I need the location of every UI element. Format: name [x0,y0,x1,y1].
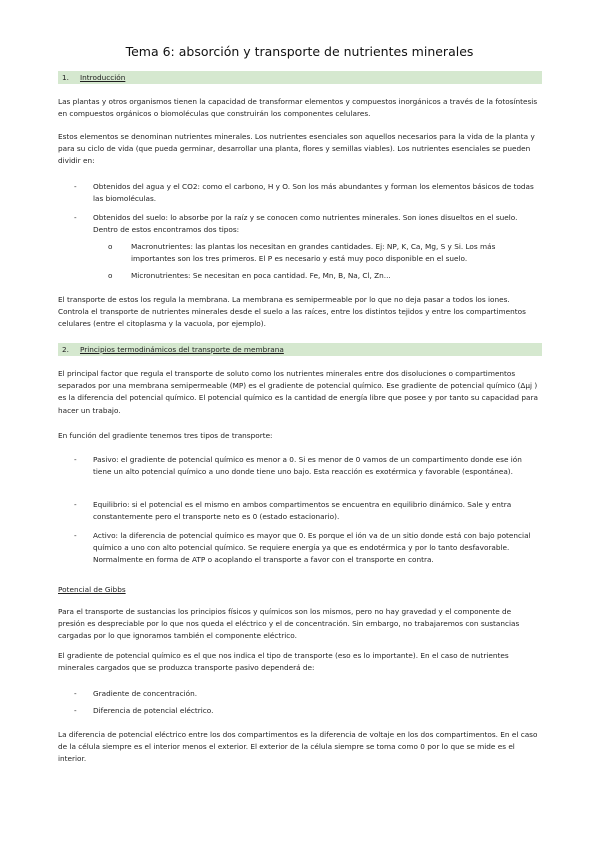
section-number: 2. [62,345,69,354]
section-number: 1. [62,73,69,82]
list-item-text: Diferencia de potencial eléctrico. [93,706,214,715]
list-dash: - [74,531,77,540]
paragraph: El principal factor que regula el transporte de soluto como los nutrientes minerales entre dos disoluciones o compartimentos separados por una membrana semipermeable (MP) es el gradiente de potencial químico. Ese gradiente de potencial químico (Δμj ) es la diferencia del potencial químico. El potencial químico es la cantidad de energía libre que posee y por tanto su capacidad para hacer un trabajo. [58,369,538,415]
paragraph: Para el transporte de sustancias los principios físicos y químicos son los mismos, pero no hay gravedad y el componente de presión es despreciable por lo que nos queda el eléctrico y el de concentración. Sin embargo, no trabajaremos con sustancias cargadas por lo que ignoramos también el componente eléctrico. [58,607,520,641]
paragraph: En función del gradiente tenemos tres tipos de transporte: [58,431,273,440]
sub-list-item-text: Macronutrientes: las plantas los necesitan en grandes cantidades. Ej: NP, K, Ca, Mg, S y Si. Los más importantes son los tres primeros. El P es necesario y está muy poco disponible en el suelo. [131,242,496,264]
section-title: Principios termodinámicos del transporte de membrana [80,345,284,354]
paragraph: El transporte de estos los regula la membrana. La membrana es semipermeable por lo que no deja pasar a todos los iones. Controla el transporte de nutrientes minerales desde el suelo a las raíces, entre los distintos tejidos y entre los compartimentos celulares (entre el citoplasma y la vacuola, por ejemplo). [58,295,526,329]
list-dash: - [74,500,77,509]
document-title: Tema 6: absorción y transporte de nutrientes minerales [125,44,474,59]
paragraph: El gradiente de potencial químico es el que nos indica el tipo de transporte (eso es lo importante). En el caso de nutrientes minerales cargados que se produzca transporte pasivo dependerá de: [58,651,509,673]
list-dash: - [74,213,77,222]
sub-list-item-text: Micronutrientes: Se necesitan en poca cantidad. Fe, Mn, B, Na, Cl, Zn... [131,271,391,280]
list-dash: - [74,689,77,698]
paragraph: La diferencia de potencial eléctrico entre los dos compartimentos es la diferencia de voltaje en los dos compartimentos. En el caso de la célula siempre es el interior menos el exterior. El exterior de la célula siempre se toma como 0 por lo que se mide es el interior. [58,730,538,764]
section-title: Introducción [80,73,126,82]
paragraph: Estos elementos se denominan nutrientes minerales. Los nutrientes esenciales son aquellos necesarios para la vida de la planta y para su ciclo de vida (que pueda germinar, desarrollar una planta, flores y semillas viables). Los nutrientes esenciales se pueden dividir en: [58,132,535,166]
list-item-text: Obtenidos del agua y el CO2: como el carbono, H y O. Son los más abundantes y forman los elementos básicos de todas las biomoléculas. [93,182,534,204]
sub-list-marker: o [108,242,113,251]
list-item-text: Gradiente de concentración. [93,689,198,698]
paragraph: Las plantas y otros organismos tienen la capacidad de transformar elementos y compuestos inorgánicos a través de la fotosíntesis en compuestos orgánicos o biomoléculas que construirán los componentes celulares. [58,97,538,119]
section-heading-thermodynamics [58,343,542,356]
list-dash: - [74,455,77,464]
list-item-text: Activo: la diferencia de potencial químico es mayor que 0. Es porque el ión va de un sitio donde está con bajo potencial químico a uno con alto potencial químico. Se requiere energía ya que es endotérmica y por lo tanto desfavorable. Normalmente en forma de ATP o acoplando el transporte a favor con el transporte en contra. [93,531,531,565]
subheading-gibbs: Potencial de Gibbs [58,585,126,594]
sub-list-marker: o [108,271,113,280]
section-heading-intro [58,71,542,84]
list-item-text: Pasivo: el gradiente de potencial químico es menor a 0. Si es menor de 0 vamos de un compartimento donde ese ión tiene un alto potencial químico a uno donde tiene uno bajo. Esta reacción es exotérmica y favorable (espontánea). [93,455,522,477]
list-dash: - [74,182,77,191]
list-item-text: Obtenidos del suelo: lo absorbe por la raíz y se conocen como nutrientes minerales. Son iones disueltos en el suelo. Dentro de estos encontramos dos tipos: [93,213,518,235]
list-item-text: Equilibrio: si el potencial es el mismo en ambos compartimentos se encuentra en equilibrio dinámico. Sale y entra constantemente pero el transporte neto es 0 (estado estacionario). [93,500,512,522]
list-dash: - [74,706,77,715]
